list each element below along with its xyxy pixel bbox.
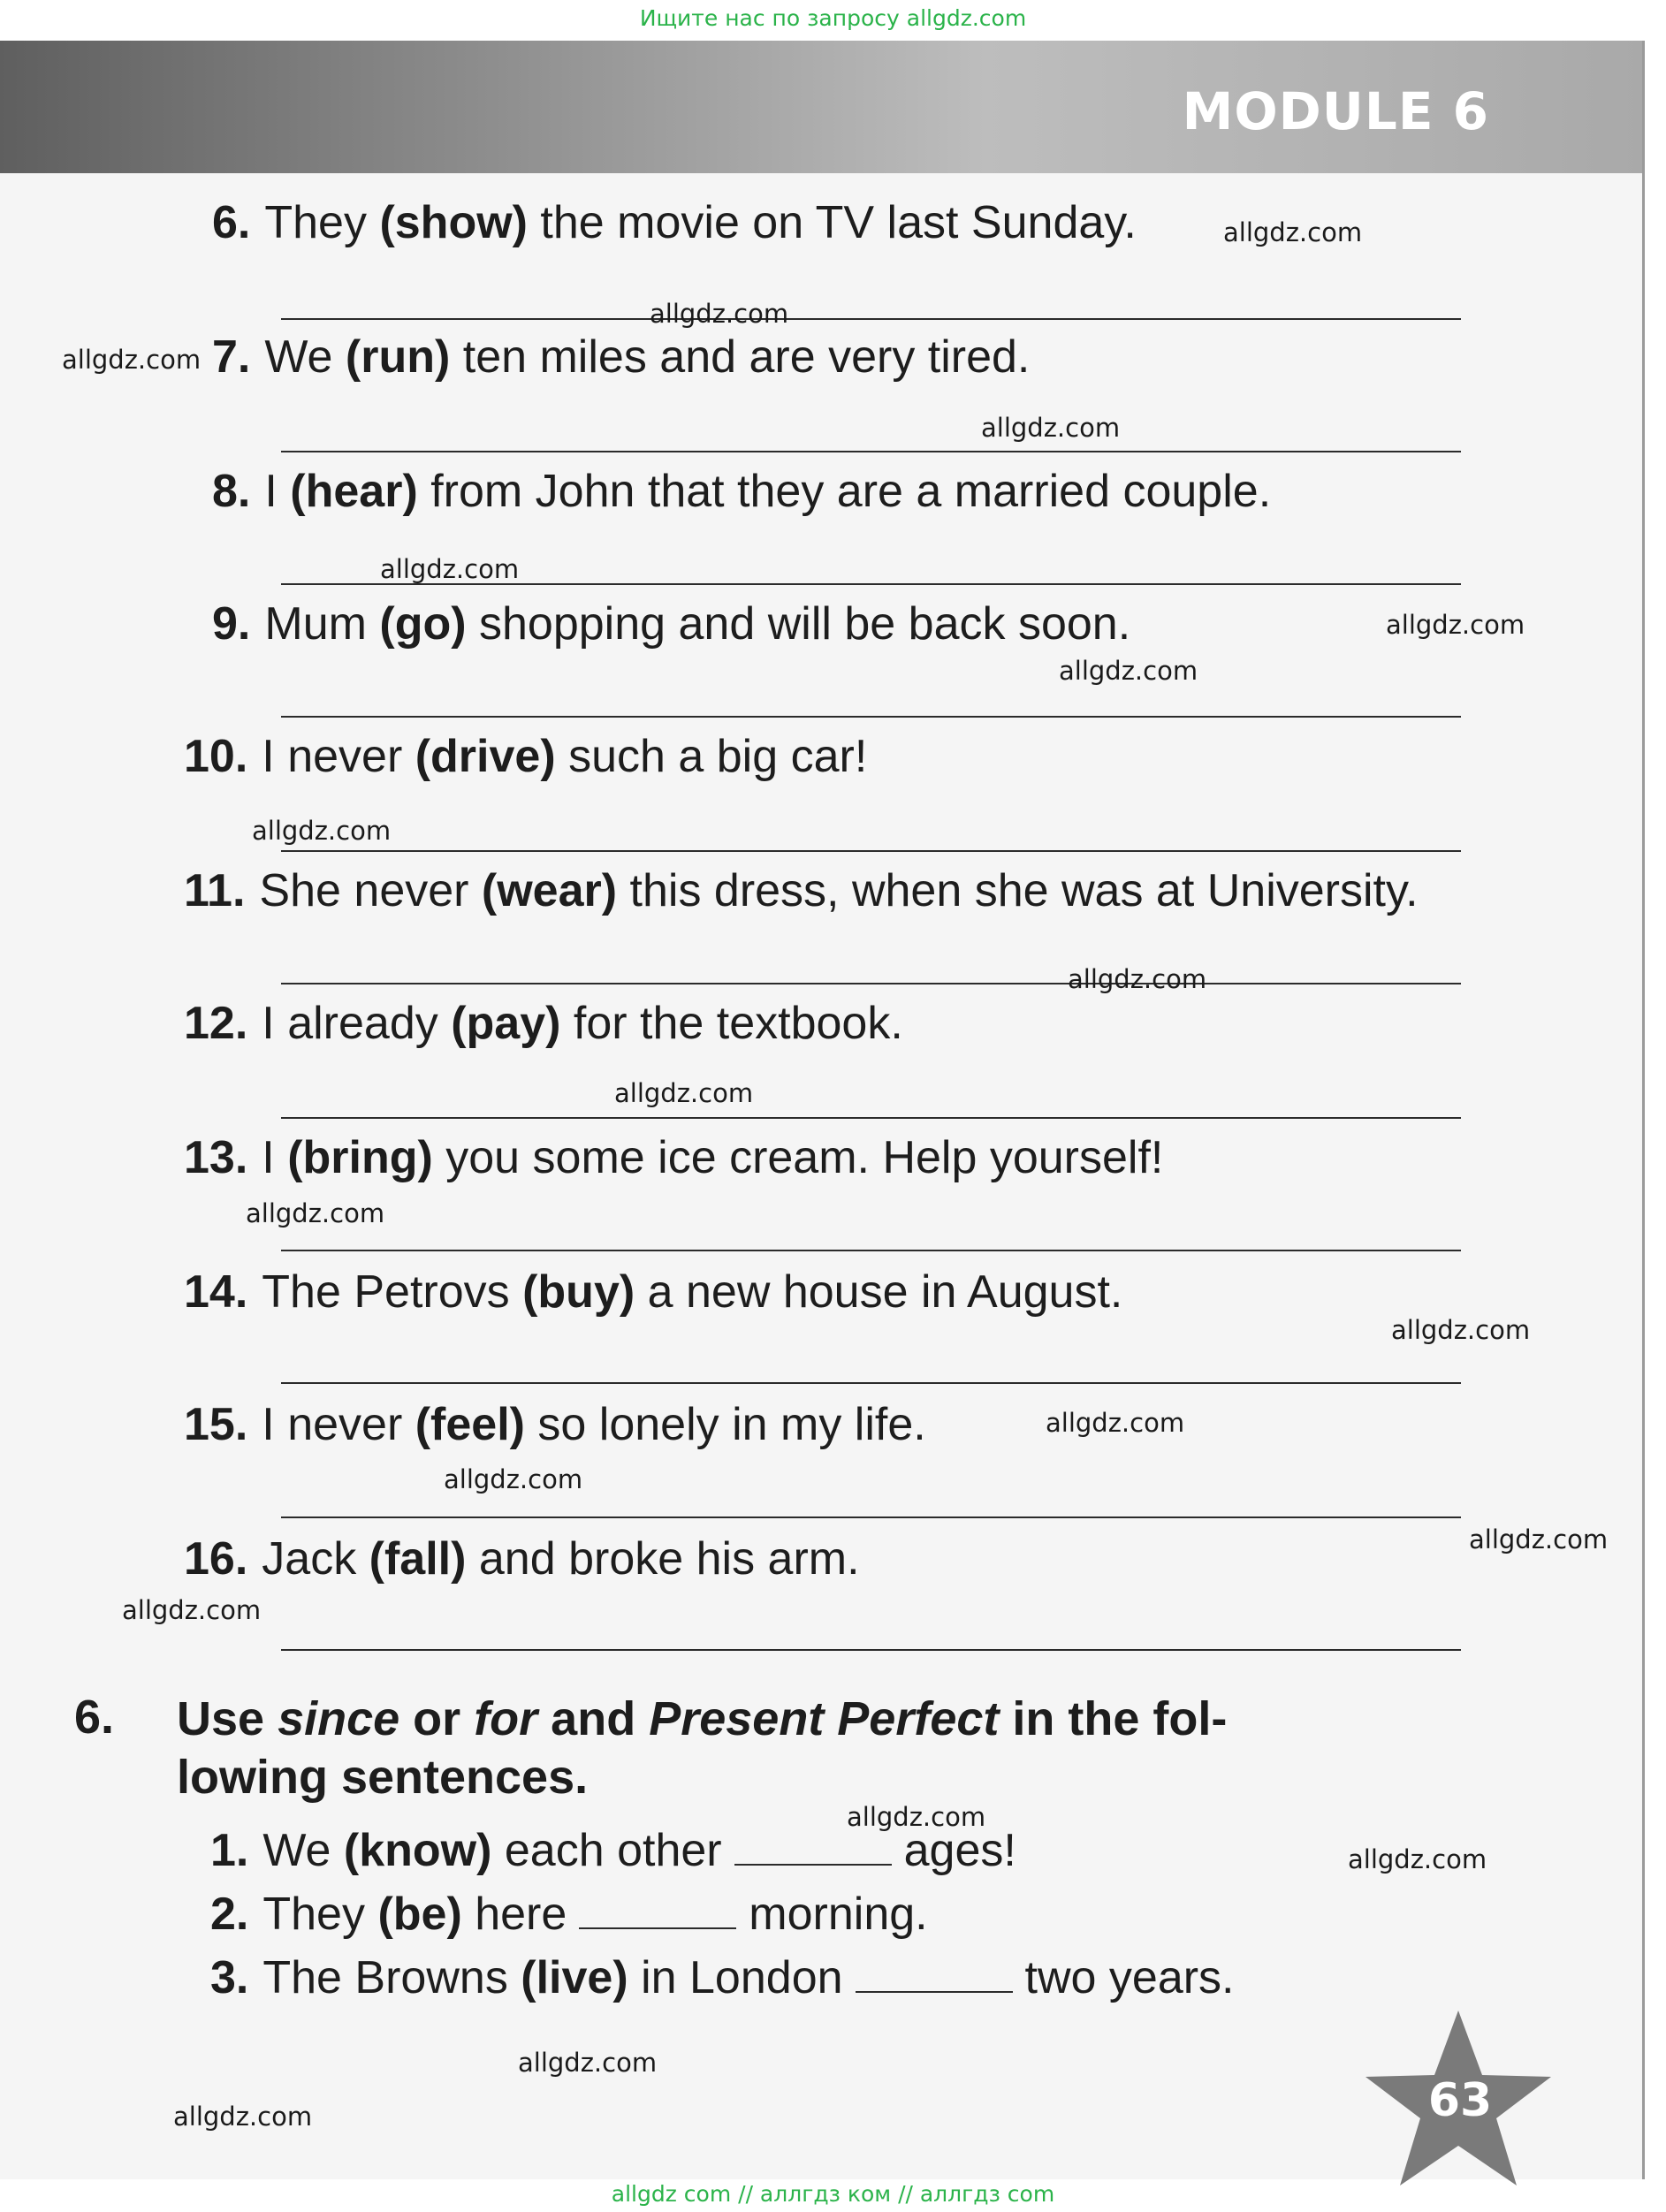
- item-text: and broke his arm.: [466, 1533, 860, 1585]
- item-verb: (bring): [287, 1132, 433, 1183]
- watermark: allgdz.com: [1391, 1315, 1531, 1345]
- item-text: I never: [262, 731, 415, 782]
- item-text: so lonely in my life.: [524, 1399, 926, 1450]
- exercise-sentence: [210, 1888, 928, 1941]
- item-number: 10.: [184, 731, 248, 782]
- sentence-number: 1.: [210, 1825, 249, 1876]
- title-text: or: [399, 1692, 475, 1745]
- title-text: lowing sentences.: [177, 1751, 589, 1804]
- exercise-item: [184, 730, 867, 783]
- sentence-text: morning.: [749, 1889, 928, 1940]
- watermark: allgdz.com: [1046, 1408, 1185, 1438]
- item-text: Mum: [264, 598, 380, 650]
- item-number: 14.: [184, 1266, 248, 1318]
- item-text: I: [264, 466, 291, 517]
- answer-line[interactable]: [281, 850, 1461, 852]
- sentence-number: 3.: [210, 1952, 249, 2003]
- item-text: ten miles and are very tired.: [450, 331, 1031, 383]
- title-text: in the fol-: [999, 1692, 1228, 1745]
- answer-blank[interactable]: [579, 1924, 736, 1929]
- item-verb: (run): [345, 331, 451, 383]
- item-verb: (fall): [369, 1533, 467, 1585]
- item-text: such a big car!: [555, 731, 868, 782]
- answer-line[interactable]: [281, 1117, 1461, 1119]
- watermark: allgdz.com: [847, 1802, 986, 1832]
- page-number: 63: [1427, 2074, 1493, 2127]
- sentence-verb: (know): [343, 1825, 492, 1876]
- sentence-text: each other: [491, 1825, 722, 1876]
- exercise-item: [212, 465, 1271, 518]
- module-title: MODULE 6: [1182, 81, 1489, 141]
- watermark: allgdz.com: [246, 1198, 385, 1228]
- exercise-item: [184, 1131, 1163, 1184]
- watermark: allgdz.com: [122, 1595, 262, 1625]
- sentence-text: two years.: [1024, 1952, 1235, 2003]
- item-text: I never: [262, 1399, 415, 1450]
- watermark: allgdz.com: [518, 2048, 658, 2078]
- item-text: from John that they are a married couple.: [417, 466, 1272, 517]
- item-verb: (go): [379, 598, 467, 650]
- watermark: allgdz.com: [444, 1464, 583, 1494]
- item-text: shopping and will be back soon.: [466, 598, 1131, 650]
- sentence-number: 2.: [210, 1889, 249, 1940]
- sentence-text: here: [461, 1889, 567, 1940]
- item-text: for the textbook.: [560, 998, 903, 1049]
- watermark: allgdz.com: [1348, 1844, 1487, 1874]
- exercise-item: [212, 331, 1030, 384]
- answer-line[interactable]: [281, 1516, 1461, 1518]
- footer-note: allgdz com // аллгдз ком // аллгдз com: [611, 2181, 1055, 2207]
- item-verb: (buy): [522, 1266, 635, 1318]
- watermark: allgdz.com: [1059, 656, 1198, 686]
- answer-line[interactable]: [281, 1250, 1461, 1251]
- item-number: 16.: [184, 1533, 248, 1585]
- watermark: allgdz.com: [1469, 1524, 1609, 1554]
- exercise-item: [184, 1266, 1122, 1319]
- answer-line[interactable]: [281, 1382, 1461, 1384]
- exercise-item: [212, 597, 1130, 650]
- watermark: allgdz.com: [1223, 217, 1363, 247]
- exercise-item: [184, 1532, 860, 1585]
- item-verb: (feel): [415, 1399, 525, 1450]
- item-verb: (hear): [290, 466, 418, 517]
- sentence-verb: (live): [521, 1952, 628, 2003]
- watermark: allgdz.com: [1386, 610, 1525, 640]
- item-text: a new house in August.: [635, 1266, 1123, 1318]
- sentence-text: in London: [628, 1952, 843, 2003]
- item-number: 9.: [212, 598, 251, 650]
- item-number: 13.: [184, 1132, 248, 1183]
- answer-line[interactable]: [281, 716, 1461, 718]
- watermark: allgdz.com: [614, 1078, 754, 1108]
- sentence-text: The Browns: [262, 1952, 521, 2003]
- exercise-item: [184, 997, 903, 1050]
- title-present-perfect: Present Perfect: [649, 1692, 1000, 1745]
- item-verb: (show): [379, 197, 528, 248]
- watermark: allgdz.com: [1068, 964, 1207, 994]
- answer-line[interactable]: [281, 983, 1461, 984]
- item-number: 15.: [184, 1399, 248, 1450]
- title-text: and: [537, 1692, 650, 1745]
- sentence-text: ages!: [903, 1825, 1016, 1876]
- watermark: allgdz.com: [173, 2102, 313, 2132]
- title-for: for: [474, 1692, 538, 1745]
- title-since: since: [278, 1692, 400, 1745]
- item-text: We: [264, 331, 346, 383]
- header-note: Ищите нас по запросу allgdz.com: [639, 5, 1027, 31]
- item-number: 12.: [184, 998, 248, 1049]
- sentence-verb: (be): [377, 1889, 462, 1940]
- title-text: Use: [177, 1692, 278, 1745]
- item-verb: (drive): [415, 731, 556, 782]
- item-number: 6.: [212, 197, 251, 248]
- exercise-item: [184, 1398, 926, 1451]
- exercise-sentence: [210, 1951, 1235, 2004]
- answer-blank[interactable]: [734, 1860, 892, 1866]
- item-verb: (pay): [451, 998, 561, 1049]
- watermark: allgdz.com: [252, 816, 392, 846]
- item-text: I already: [262, 998, 452, 1049]
- item-text: you some ice cream. Help yourself!: [432, 1132, 1164, 1183]
- item-text: Jack: [262, 1533, 369, 1585]
- item-verb: (wear): [481, 865, 618, 916]
- watermark: allgdz.com: [380, 554, 520, 584]
- item-text: She never: [259, 865, 482, 916]
- watermark: allgdz.com: [62, 345, 202, 375]
- item-number: 7.: [212, 331, 251, 383]
- watermark: allgdz.com: [650, 299, 789, 329]
- item-text: The Petrovs: [262, 1266, 523, 1318]
- item-text: this dress, when she was at University.: [617, 865, 1419, 916]
- item-text: the movie on TV last Sunday.: [527, 197, 1137, 248]
- exercise-sentence: [210, 1824, 1016, 1877]
- item-number: 8.: [212, 466, 251, 517]
- exercise-item: [212, 196, 1137, 249]
- item-number: 11.: [184, 865, 246, 916]
- watermark: allgdz.com: [981, 413, 1121, 443]
- sentence-text: They: [262, 1889, 378, 1940]
- exercise-number: 6.: [74, 1691, 115, 1744]
- answer-blank[interactable]: [856, 1988, 1013, 1993]
- item-text: I: [262, 1132, 288, 1183]
- exercise-title: [177, 1690, 1467, 1806]
- sentence-text: We: [262, 1825, 344, 1876]
- answer-line[interactable]: [281, 1649, 1461, 1651]
- answer-line[interactable]: [281, 451, 1461, 452]
- exercise-item: [184, 864, 1419, 917]
- answer-line[interactable]: [281, 318, 1461, 320]
- item-text: They: [264, 197, 380, 248]
